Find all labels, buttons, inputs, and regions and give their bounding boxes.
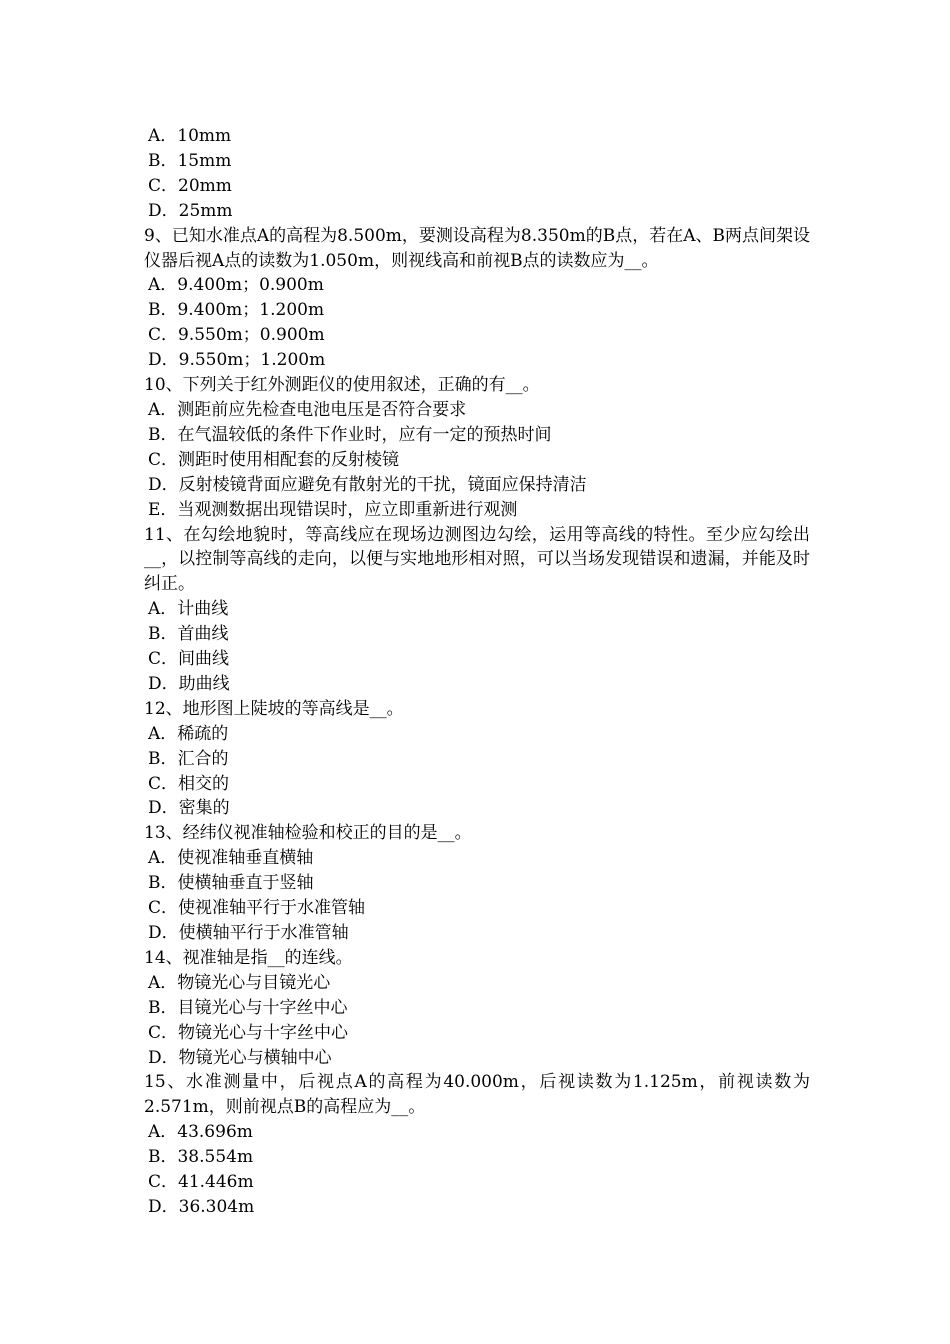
answer-option: B．38.554m bbox=[148, 1147, 254, 1168]
question-text: 11、在勾绘地貌时，等高线应在现场边测图边勾绘，运用等高线的特性。至少应勾绘出__，以控制等高线的走向，以便与实地地形相对照，可以当场发现错误和遗漏，并能及时纠正。 bbox=[144, 524, 810, 595]
answer-option: D．36.304m bbox=[148, 1196, 255, 1217]
answer-option: D．25mm bbox=[148, 200, 233, 221]
answer-option: B．目镜光心与十字丝中心 bbox=[148, 997, 348, 1018]
answer-option: C．物镜光心与十字丝中心 bbox=[148, 1022, 349, 1043]
question-text: 9、已知水准点A的高程为8.500m，要测设高程为8.350m的B点，若在A、B两点间架设仪器后视A点的读数为1.050m，则视线高和前视B点的读数应为__。 bbox=[144, 225, 810, 271]
answer-option: C．测距时使用相配套的反射棱镜 bbox=[148, 449, 400, 470]
answer-option: C．相交的 bbox=[148, 773, 230, 794]
answer-option: A．计曲线 bbox=[148, 599, 229, 620]
answer-option: B．9.400m；1.200m bbox=[148, 300, 325, 321]
answer-option: D．物镜光心与横轴中心 bbox=[148, 1047, 332, 1068]
answer-option: A．使视准轴垂直横轴 bbox=[148, 848, 314, 869]
answer-option: A．10mm bbox=[148, 126, 232, 146]
question-text: 13、经纬仪视准轴检验和校正的目的是__。 bbox=[144, 823, 472, 844]
answer-option: D．使横轴平行于水准管轴 bbox=[148, 923, 349, 943]
question-text: 14、视准轴是指__的连线。 bbox=[144, 947, 353, 968]
answer-option: D．助曲线 bbox=[148, 673, 230, 694]
answer-option: A．稀疏的 bbox=[148, 723, 229, 744]
answer-option: C．20mm bbox=[148, 175, 232, 196]
answer-option: B．使横轴垂直于竖轴 bbox=[148, 873, 314, 894]
answer-option: C．间曲线 bbox=[148, 649, 230, 670]
answer-option: D．反射棱镜背面应避免有散射光的干扰，镜面应保持清洁 bbox=[148, 474, 587, 495]
answer-option: D．9.550m；1.200m bbox=[148, 350, 326, 371]
answer-option: C．使视准轴平行于水准管轴 bbox=[148, 898, 366, 919]
answer-option: C．41.446m bbox=[148, 1172, 254, 1193]
answer-option: B．15mm bbox=[148, 150, 232, 171]
document-page bbox=[144, 124, 810, 1220]
question-text: 15、水准测量中，后视点A的高程为40.000m，后视读数为1.125m，前视读数为2.571m，则前视点B的高程应为__。 bbox=[144, 1072, 810, 1118]
answer-option: A．物镜光心与目镜光心 bbox=[148, 972, 331, 993]
answer-option: D．密集的 bbox=[148, 798, 230, 819]
answer-option: A．测距前应先检查电池电压是否符合要求 bbox=[148, 399, 467, 420]
answer-option: E．当观测数据出现错误时，应立即重新进行观测 bbox=[148, 499, 518, 520]
answer-option: B．首曲线 bbox=[148, 624, 229, 645]
question-text: 10、下列关于红外测距仪的使用叙述，正确的有__。 bbox=[144, 375, 540, 396]
question-text: 12、地形图上陡坡的等高线是__。 bbox=[144, 698, 404, 719]
answer-option: B．汇合的 bbox=[148, 748, 229, 769]
answer-option: A．43.696m bbox=[148, 1122, 253, 1143]
answer-option: A．9.400m；0.900m bbox=[148, 275, 324, 296]
answer-option: C．9.550m；0.900m bbox=[148, 325, 325, 346]
answer-option: B．在气温较低的条件下作业时，应有一定的预热时间 bbox=[148, 424, 552, 445]
